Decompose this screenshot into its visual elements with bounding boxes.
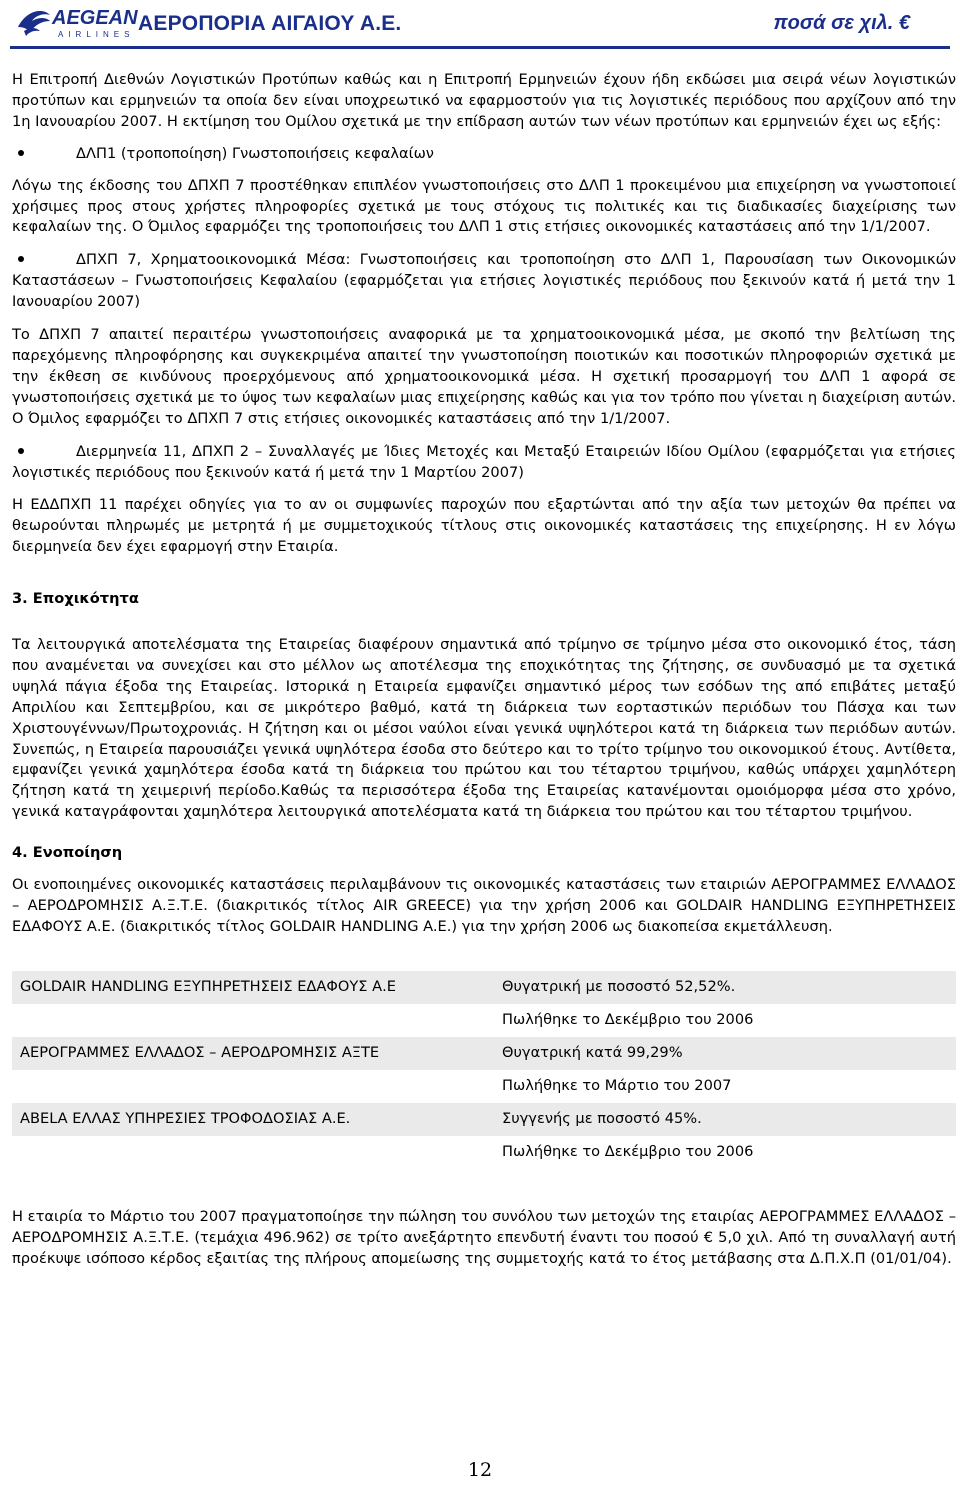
list-item-text: Λόγω της έκδοσης του ΔΠΧΠ 7 προστέθηκαν επιπλέον γνωστοποιήσεις στο ΔΛΠ 1 προκειμένου μια επιχείρηση να γνωστοποιεί χρήσιμες προς στους χρήστες πληροφορίες σχετικά με τους στόχους τις πολιτικές και τις διαδικασίες διαχείρισης των κεφαλαίων της. Ο Όμιλος εφαρμόζει της τροποποιήσεις του ΔΛΠ 1 στις ετήσιες οικονομικές καταστάσεις από την 1/1/2007. <box>12 176 956 236</box>
list-item <box>12 442 956 484</box>
page-header <box>0 0 960 48</box>
section-title-seasonality: 3. Εποχικότητα <box>12 590 139 608</box>
page-number: 12 <box>467 1459 493 1481</box>
subsidiary-note: Πωλήθηκε το Δεκέμβριο του 2006 <box>502 1142 754 1160</box>
document-body <box>12 70 956 1270</box>
list-item-title: ΔΛΠ1 (τροποποίηση) Γνωστοποιήσεις κεφαλαίων <box>76 144 434 162</box>
company-name: ΑΕΡΟΠΟΡΙΑ ΑΙΓΑΙΟΥ Α.Ε. <box>138 12 402 35</box>
logo-subtext: AIRLINES <box>58 30 135 39</box>
list-item <box>12 250 956 313</box>
seasonality-paragraph: Τα λειτουργικά αποτελέσματα της Εταιρείας διαφέρουν σημαντικά από τρίμηνο σε τρίμηνο μέσα στο οικονομικό έτος, τάση που αναμένεται να συνεχίσει και στο μέλλον ως αποτέλεσμα της εποχικότητας της ζήτησης, σε συνδυασμό με τα σχετικά υψηλά πάγια έξοδα της Εταιρείας. Ιστορικά η Εταιρεία εμφανίζει σημαντικό μέρος των εσόδων της από επιβάτες μεταξύ Απριλίου και Σεπτεμβρίου, και σε μικρότερο βαθμό, κατά τη διάρκεια των εορταστικών περιόδων του Πάσχα και των Χριστουγέννων/Πρωτοχρονιάς. Η ζήτηση και οι μέσοι ναύλοι είναι γενικά υψηλότεροι κατά τη διάρκεια των περιόδων αυτών. Συνεπώς, η Εταιρεία παρουσιάζει γενικά υψηλότερα έσοδα στο δεύτερο και το τρίτο τρίμηνο του οικονομικού έτους. Αντίθετα, εμφανίζει γενικά χαμηλότερα έσοδα κατά τη διάρκεια του πρώτου και του τέταρτου τριμήνου, καθώς υπάρχει χαμηλότερη ζήτηση κατά τη χειμερινή περίοδο.Καθώς τα περισσότερα έξοδα της Εταιρείας κατανέμονται ομοιόμορφα μέσα στο χρόνο, γενικά καταγράφονται χαμηλότερα λειτουργικά αποτελέσματα κατά τη διάρκεια του πρώτου και του τέταρτου τριμήνου. <box>12 636 956 821</box>
subsidiary-status: Συγγενής με ποσοστό 45%. <box>494 1103 956 1136</box>
logo-text: AEGEAN <box>52 7 138 29</box>
list-item-text: Το ΔΠΧΠ 7 απαιτεί περαιτέρω γνωστοποιήσεις αναφορικά με τα χρηματοοικονομικά μέσα, με σκοπό την βελτίωση της παρεχόμενης πληροφόρησης και συγκεκριμένα απαιτεί την γνωστοποίηση ποιοτικών και ποσοτικών πληροφοριών σχετικά με την έκθεση σε κινδύνους προερχόμενους από χρηματοοικονομικά μέσα. Η σχετική προσαρμογή του ΔΛΠ 1 αφορά σε γνωστοποιήσεις σχετικά με το ύψος των κεφαλαίων μιας επιχείρησης καθώς και για τον τρόπο που γίνεται η διαχείριση αυτών. Ο Όμιλος εφαρμόζει το ΔΠΧΠ 7 στις ετήσιες οικονομικές καταστάσεις από την 1/1/2007. <box>12 326 956 427</box>
header-rule <box>10 46 950 49</box>
subsidiary-status: Θυγατρική κατά 99,29% <box>494 1037 956 1070</box>
bullet-icon <box>18 256 24 262</box>
table-row <box>12 1037 956 1070</box>
consolidation-paragraph: Οι ενοποιημένες οικονομικές καταστάσεις περιλαμβάνουν τις οικονομικές καταστάσεις των εταιριών ΑΕΡΟΓΡΑΜΜΕΣ ΕΛΛΑΔΟΣ – ΑΕΡΟΔΡΟΜΗΣΙΣ Α.Ξ.Τ.Ε. (διακριτικός τίτλος AIR GREECE) για την χρήση 2006 και GOLDAIR HANDLING ΕΞΥΠΗΡΕΤΗΣΕΙΣ ΕΔΑΦΟΥΣ Α.Ε. (διακριτικός τίτλος GOLDAIR HANDLING A.E.) για την χρήση 2006 ως διακοπείσα εκμετάλλευση. <box>12 876 956 935</box>
list-item-title: ΔΠΧΠ 7, Χρηματοοικονομικά Μέσα: Γνωστοποιήσεις και τροποποίηση στο ΔΛΠ 1, Παρουσίαση των Οικονομικών Καταστάσεων – Γνωστοποιήσεις Κεφαλαίου (εφαρμόζεται για ετήσιες λογιστικές περιόδους που ξεκινούν κατά ή μετά την 1 Ιανουαρίου 2007) <box>12 251 956 311</box>
subsidiary-note: Πωλήθηκε το Δεκέμβριο του 2006 <box>502 1010 754 1028</box>
section-title-consolidation: 4. Ενοποίηση <box>12 844 123 862</box>
subsidiaries-table <box>12 971 956 1169</box>
list-item-title: Διερμηνεία 11, ΔΠΧΠ 2 – Συναλλαγές με Ίδιες Μετοχές και Μεταξύ Εταιρειών Ιδίου Ομίλου (εφαρμόζεται για ετήσιες λογιστικές περιόδους που ξεκινούν κατά ή μετά την 1 Μαρτίου 2007) <box>12 442 956 481</box>
list-item <box>12 144 956 165</box>
list-item-text: Η ΕΔΔΠΧΠ 11 παρέχει οδηγίες για το αν οι συμφωνίες παροχών που εξαρτώνται από την αξία των μετοχών θα πρέπει να θεωρούνται πληρωμές με μετρητά ή με συμμετοχικούς τίτλους στις οικονομικές καταστάσεις της επιχείρησης. Η εν λόγω διερμηνεία δεν έχει εφαρμογή στην Εταιρία. <box>12 496 956 556</box>
bullet-icon <box>18 150 24 156</box>
table-row <box>12 1136 956 1169</box>
subsidiary-name: GOLDAIR HANDLING ΕΞΥΠΗΡΕΤΗΣΕΙΣ ΕΔΑΦΟΥΣ Α.Ε <box>12 971 494 1004</box>
currency-units: ποσά σε χιλ. € <box>773 12 910 34</box>
subsidiary-name: ΑΕΡΟΓΡΑΜΜΕΣ ΕΛΛΑΔΟΣ – ΑΕΡΟΔΡΟΜΗΣΙΣ ΑΞΤΕ <box>12 1037 494 1070</box>
table-row <box>12 1070 956 1103</box>
subsidiary-status: Θυγατρική με ποσοστό 52,52%. <box>494 971 956 1004</box>
closing-paragraph: Η εταιρία το Μάρτιο του 2007 πραγματοποίησε την πώληση του συνόλου των μετοχών της εταιρίας ΑΕΡΟΓΡΑΜΜΕΣ ΕΛΛΑΔΟΣ – ΑΕΡΟΔΡΟΜΗΣΙΣ Α.Ξ.Τ.Ε. (τεμάχια 496.962) σε τρίτο ανεξάρτητο επενδυτή έναντι του ποσού € 5,0 χιλ. Από τη συναλλαγή αυτή προέκυψε ισόποσο κέρδος εξαιτίας της πλήρους απομείωσης της συμμετοχής κατά το έτος μετάβασης στα Δ.Π.Χ.Π (01/01/04). <box>12 1207 956 1267</box>
table-row <box>12 971 956 1004</box>
subsidiary-name: ABELA ΕΛΛΑΣ ΥΠΗΡΕΣΙΕΣ ΤΡΟΦΟΔΟΣΙΑΣ Α.Ε. <box>12 1103 494 1136</box>
subsidiary-note: Πωλήθηκε το Μάρτιο του 2007 <box>502 1076 732 1094</box>
table-row <box>12 1103 956 1136</box>
table-row <box>12 1004 956 1037</box>
bullet-icon <box>18 448 24 454</box>
intro-paragraph: Η Επιτροπή Διεθνών Λογιστικών Προτύπων καθώς και η Επιτροπή Ερμηνειών έχουν ήδη εκδώσει μια σειρά νέων λογιστικών προτύπων και ερμηνειών τα οποία δεν είναι υποχρεωτικό να εφαρμοστούν για τις λογιστικές περιόδους που αρχίζουν από την 1η Ιανουαρίου 2007. Η εκτίμηση του Ομίλου σχετικά με την επίδραση αυτών των νέων προτύπων και ερμηνειών έχει ως εξής: <box>12 71 956 130</box>
